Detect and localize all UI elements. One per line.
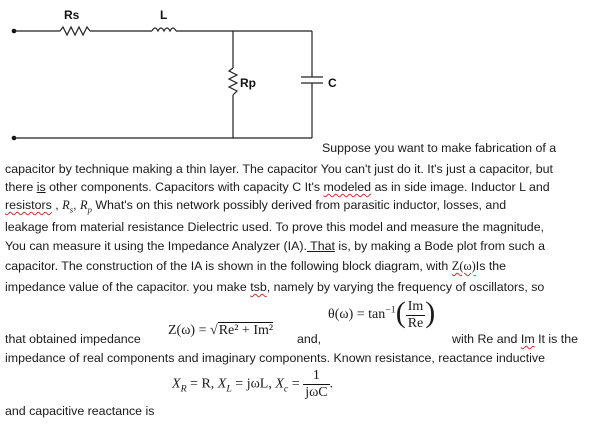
rs-symbol: $R_s$ xyxy=(62,198,74,215)
reactance-formulas: $X_R = R$, $X_L = j\omega L$, $X_c$ = $\frac{1}{\text{jωC}}$ . xyxy=(172,368,334,400)
text-line-9c: with Re and Im It is the xyxy=(452,332,579,346)
word-tsb: tsb xyxy=(250,280,267,294)
z-omega-inline: Z(ω) xyxy=(451,259,476,273)
text-line-1: Suppose you want to make fabrication of a xyxy=(322,141,557,155)
text-line-10: impedance of real components and imaginary components. Known resistance, reactance inductive xyxy=(5,351,545,365)
word-that: That xyxy=(306,239,335,253)
text-line-9b: and, xyxy=(297,332,322,346)
text-line-9a: that obtained impedance xyxy=(5,332,141,346)
rs-resistor xyxy=(60,27,90,35)
text-line-8: impedance value of the capacitor. you make tsb, namely by varying the frequency of oscillators, so xyxy=(5,280,545,294)
word-im: Im xyxy=(520,332,535,346)
text-line-4: resistors , $R_s$, $R_p$ What's on this network possibly derived from parasitic inductor, losses, and xyxy=(5,198,507,215)
rs-label: Rs xyxy=(64,8,80,22)
text-line-7: capacitor. The construction of the IA is shown in the following block diagram, with Z(ω)Is the xyxy=(5,259,507,273)
c-label: C xyxy=(328,76,337,90)
word-resistors: resistors xyxy=(5,198,52,212)
circuit-diagram xyxy=(0,0,610,150)
word-is: is xyxy=(36,180,46,194)
impedance-magnitude-formula: Z(ω) = √Re² + Im² xyxy=(168,323,274,338)
text-line-5: leakage from material resistance Dielectric used. To prove this model and measure the magnitude, xyxy=(5,220,545,234)
rp-symbol: $R_p$ xyxy=(80,198,92,215)
text-line-6: You can measure it using the Impedance Analyzer (IA). That is, by making a Bode plot from such a xyxy=(5,239,545,253)
l-label: L xyxy=(160,8,168,22)
text-line-3: there is other components. Capacitors with capacity C It's modeled as in side image. Inductor L and xyxy=(5,180,550,194)
l-inductor xyxy=(152,28,176,31)
word-modeled: modeled xyxy=(323,180,372,194)
text-line-11: and capacitive reactance is xyxy=(5,404,155,418)
rp-label: Rp xyxy=(240,76,256,90)
text-line-2: capacitor by technique making a thin layer. The capacitor You can't just do it. It's just a capacitor, but xyxy=(5,162,553,176)
rp-resistor xyxy=(229,68,237,95)
phase-formula: $\theta(\omega) = \tan^{-1}$( $\frac{Im}{Re}$ ) xyxy=(328,296,436,331)
